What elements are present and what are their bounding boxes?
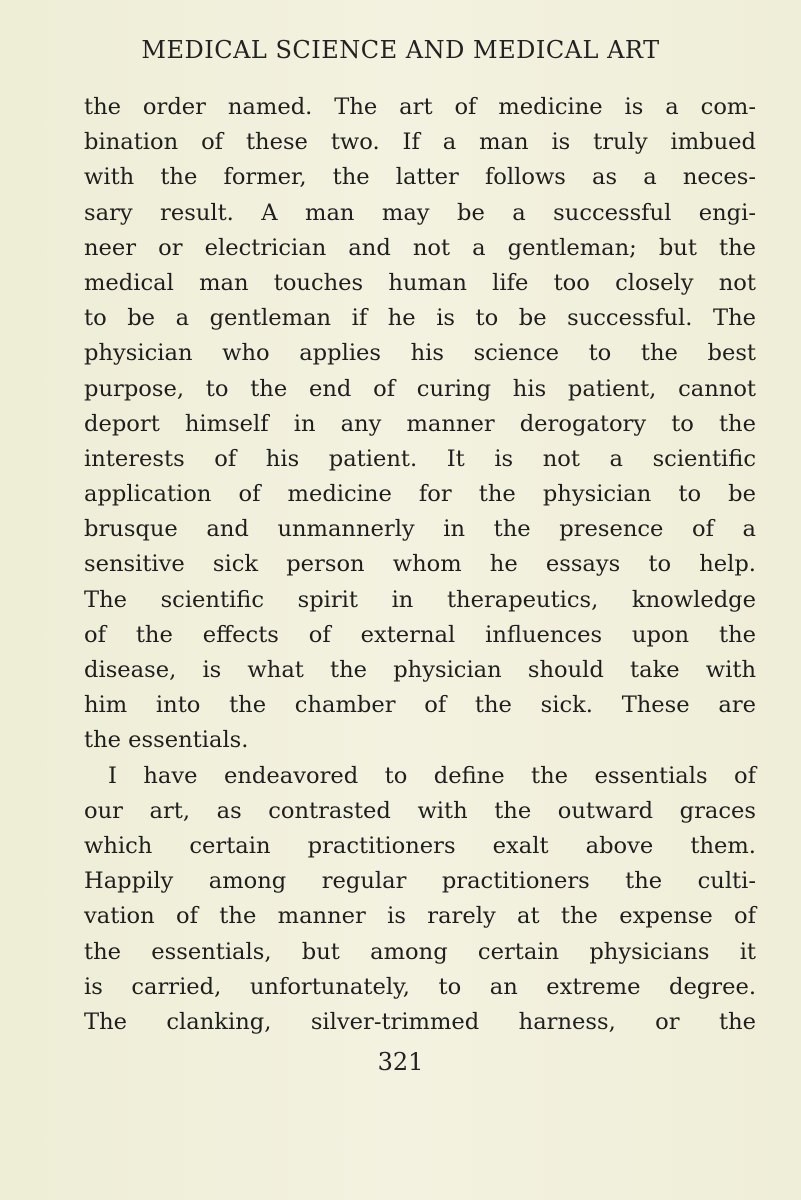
text-line: the essentials, but among certain physicians it bbox=[84, 938, 756, 965]
running-title: MEDICAL SCIENCE AND MEDICAL ART bbox=[141, 36, 660, 64]
text-line: application of medicine for the physician to be bbox=[84, 481, 756, 508]
text-line: medical man touches human life too closely not bbox=[84, 269, 756, 296]
text-line: which certain practitioners exalt above them. bbox=[84, 832, 756, 859]
text-line: Happily among regular practitioners the culti- bbox=[84, 868, 756, 895]
text-line: of the effects of external influences upon the bbox=[84, 621, 756, 648]
text-line: to be a gentleman if he is to be successful. The bbox=[84, 305, 756, 332]
text-line: the order named. The art of medicine is a com- bbox=[84, 94, 756, 120]
text-line: sary result. A man may be a successful engi- bbox=[84, 199, 756, 226]
paragraph-start-line: I have endeavored to define the essentials of bbox=[108, 762, 756, 789]
text-line: sensitive sick person whom he essays to help. bbox=[84, 551, 756, 578]
text-line: purpose, to the end of curing his patient, cannot bbox=[84, 375, 756, 402]
body-text bbox=[84, 90, 756, 1040]
text-line: with the former, the latter follows as a neces- bbox=[84, 164, 756, 191]
text-line: The clanking, silver-trimmed harness, or the bbox=[84, 1008, 756, 1035]
text-line: is carried, unfortunately, to an extreme degree. bbox=[84, 973, 756, 1000]
text-line: our art, as contrasted with the outward graces bbox=[84, 797, 756, 824]
text-line: brusque and unmannerly in the presence of a bbox=[84, 516, 756, 543]
text-line: him into the chamber of the sick. These are bbox=[84, 692, 756, 719]
text-line: The scientific spirit in therapeutics, knowledge bbox=[84, 586, 756, 613]
text-line: neer or electrician and not a gentleman; but the bbox=[84, 234, 756, 261]
page-number: 321 bbox=[377, 1048, 424, 1076]
text-line: physician who applies his science to the best bbox=[84, 340, 756, 367]
text-line: interests of his patient. It is not a scientific bbox=[84, 445, 756, 472]
text-line: vation of the manner is rarely at the expense of bbox=[84, 903, 756, 930]
text-line: bination of these two. If a man is truly imbued bbox=[84, 129, 756, 156]
text-line: disease, is what the physician should take with bbox=[84, 657, 756, 683]
text-line: the essentials. bbox=[84, 727, 249, 754]
text-line: deport himself in any manner derogatory to the bbox=[84, 410, 756, 437]
